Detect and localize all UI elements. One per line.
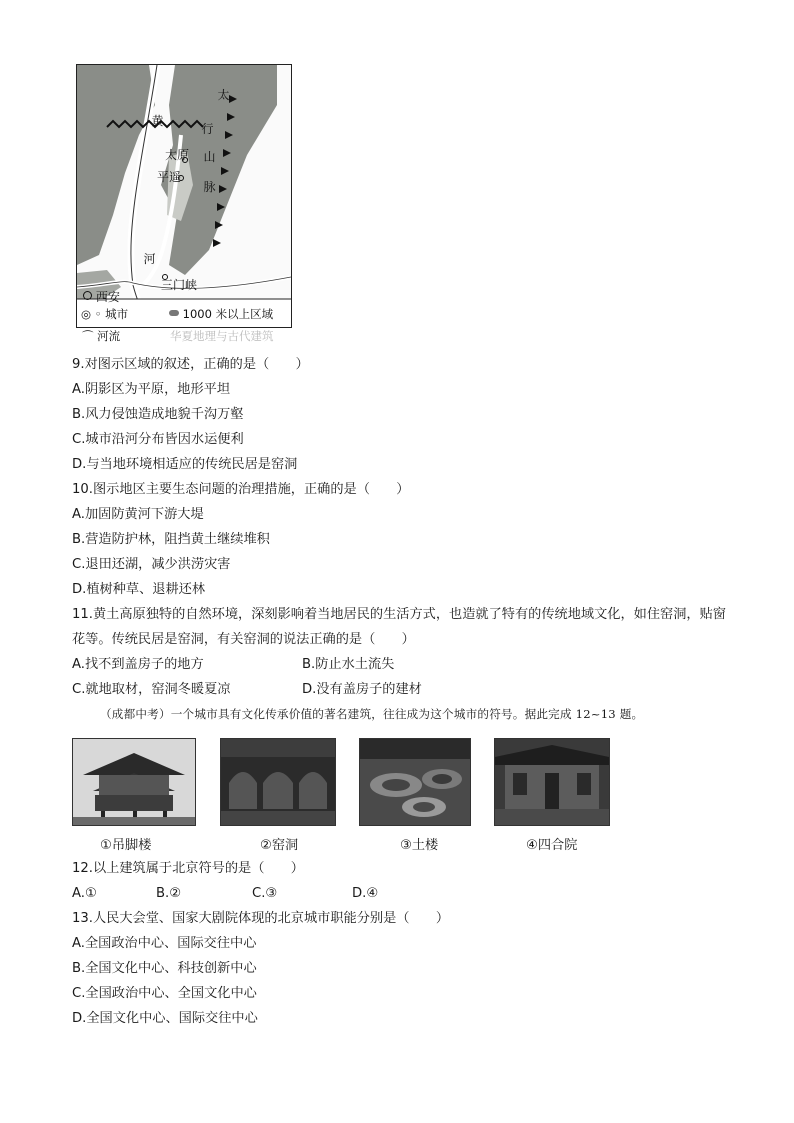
label-taihang-3: 山 xyxy=(203,150,216,164)
q9-option-a[interactable]: A.阴影区为平原，地形平坦 xyxy=(72,382,231,397)
caption-siheyuan: ④四合院 xyxy=(526,838,578,853)
loess-plateau-map xyxy=(76,64,292,328)
q11-option-d[interactable]: D.没有盖房子的建材 xyxy=(302,682,422,697)
label-he: 河 xyxy=(143,252,156,266)
q11-option-c[interactable]: C.就地取材，窑洞冬暖夏凉 xyxy=(72,682,231,697)
label-taihang-2: 行 xyxy=(201,122,214,136)
caption-yaodong: ②窑洞 xyxy=(260,838,299,853)
q10-option-d[interactable]: D.植树种草、退耕还林 xyxy=(72,582,206,597)
highland-swatch-icon xyxy=(169,310,179,316)
q13-stem: 13.人民大会堂、国家大剧院体现的北京城市职能分别是（ ） xyxy=(72,911,450,926)
q11-option-b[interactable]: B.防止水土流失 xyxy=(302,657,395,672)
q13-option-b[interactable]: B.全国文化中心、科技创新中心 xyxy=(72,961,257,976)
label-huang: 黄 xyxy=(151,114,164,128)
q10-option-c[interactable]: C.退田还湖，减少洪涝灾害 xyxy=(72,557,231,572)
legend-highland: 1000 米以上区域 xyxy=(169,306,273,322)
label-xian: 西安 xyxy=(83,291,120,303)
q13-option-c[interactable]: C.全国政治中心、全国文化中心 xyxy=(72,986,257,1001)
label-pingyao: 平遥 xyxy=(157,170,182,184)
q12-option-a[interactable]: A.① xyxy=(72,886,97,901)
q12-option-d[interactable]: D.④ xyxy=(352,886,379,901)
river-icon: ⌒ xyxy=(82,329,98,343)
photo-siheyuan xyxy=(494,738,610,826)
q12-option-c[interactable]: C.③ xyxy=(252,886,278,901)
q12-stem: 12.以上建筑属于北京符号的是（ ） xyxy=(72,861,304,876)
photo-yaodong xyxy=(220,738,336,826)
label-sanmenxia: 三门峡 xyxy=(161,278,198,292)
q9-option-c[interactable]: C.城市沿河分布皆因水运便利 xyxy=(72,432,244,447)
q13-option-a[interactable]: A.全国政治中心、国际交往中心 xyxy=(72,936,257,951)
q9-option-d[interactable]: D.与当地环境相适应的传统民居是窑洞 xyxy=(72,457,298,472)
q10-option-a[interactable]: A.加固防黄河下游大堤 xyxy=(72,507,204,522)
q13-option-d[interactable]: D.全国文化中心、国际交往中心 xyxy=(72,1011,258,1026)
q11-stem: 11.黄土高原独特的自然环境，深刻影响着当地居民的生活方式，也造就了特有的传统地域文化，如住窑洞，贴窗花等。传统民居是窑洞，有关窑洞的说法正确的是（ ） xyxy=(72,607,726,647)
q10-stem: 10.图示地区主要生态问题的治理措施，正确的是（ ） xyxy=(72,482,410,497)
label-taihang-4: 脉 xyxy=(203,180,216,194)
legend-river: ⌒ 河流 xyxy=(82,329,121,343)
q9-option-b[interactable]: B.风力侵蚀造成地貌千沟万壑 xyxy=(72,407,244,422)
q12-option-b[interactable]: B.② xyxy=(156,886,182,901)
photo-diaojiaolou xyxy=(72,738,196,826)
q11-option-a[interactable]: A.找不到盖房子的地方 xyxy=(72,657,204,672)
caption-tulou: ③土楼 xyxy=(400,838,439,853)
q9-stem: 9.对图示区域的叙述，正确的是（ ） xyxy=(72,357,309,372)
q10-option-b[interactable]: B.营造防护林，阻挡黄土继续堆积 xyxy=(72,532,270,547)
city-icon: ◎ ◦ xyxy=(81,307,106,321)
photo-tulou xyxy=(359,738,471,826)
legend-city: ◎ ◦ 城市 xyxy=(81,307,129,321)
map-watermark: 华夏地理与古代建筑 xyxy=(170,329,274,343)
q12-13-intro: （成都中考）一个城市具有文化传承价值的著名建筑，往往成为这个城市的符号。据此完成 12~13 题。 xyxy=(100,707,644,721)
label-taiyuan: 太原 xyxy=(165,148,190,162)
caption-diaojiaolou: ①吊脚楼 xyxy=(100,838,152,853)
label-taihang-1: 太 xyxy=(217,88,230,102)
city-symbol-icon xyxy=(83,291,92,300)
